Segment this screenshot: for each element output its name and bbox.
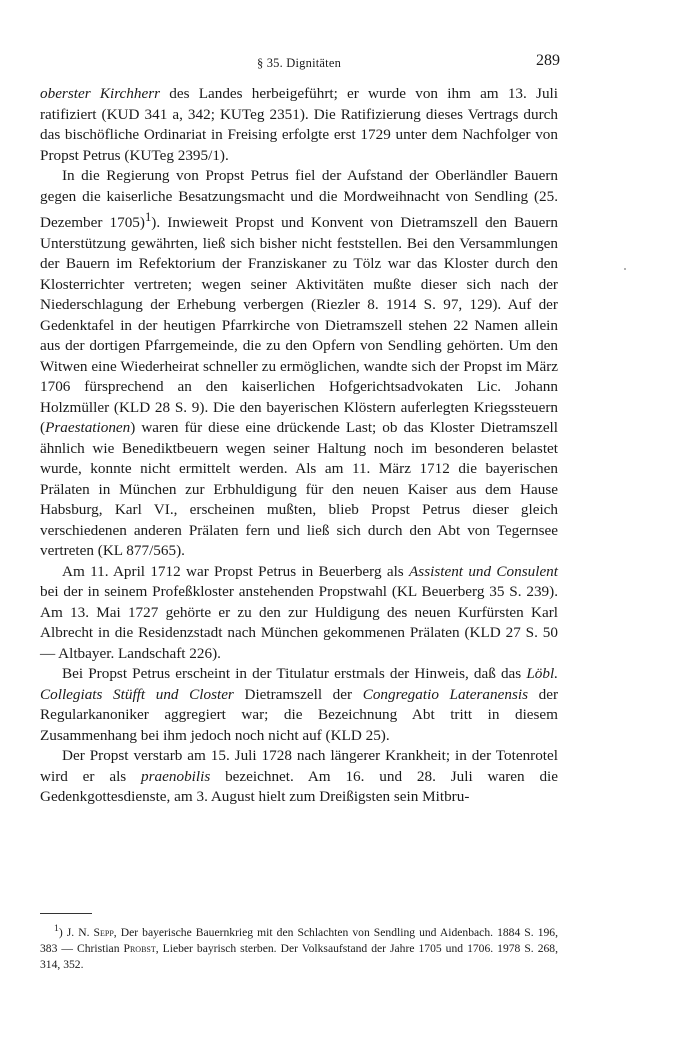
text-run: Dietramszell der [233,685,363,703]
italic-run: oberster Kirchherr [40,85,161,102]
author-name: Sepp [93,925,114,939]
section-title: § 35. Dignitäten [256,56,342,70]
paragraph [40,746,558,808]
text-run: Bei Propst Petrus erscheint in der Titulatur erstmals der Hinweis, daß das [62,665,527,683]
text-run: Der Propst verstarb am 15. Juli 1728 nach längerer Krankheit; in der Totenrotel wird er als [40,747,558,785]
paragraph [40,84,558,166]
running-head [40,52,558,76]
footnote [40,921,558,973]
text-run: ) J. N. [58,925,94,939]
text-run: , Der bayerische Bauernkrieg mit den Schlachten von Sendling und Aidenbach. 1884 S. 196, 383 — Christian [40,925,558,955]
author-name: Probst [123,941,156,955]
paragraph [40,166,558,562]
footnote-ref: 1 [54,923,59,934]
body-text [40,84,558,808]
text-run: ) waren für diese eine drückende Last; ob das Kloster Dietramszell ähnlich wie Benediktbeuern wegen seiner Haltung noch im besonderen belastet wurde, konnte nicht ermittelt werden. Als am 11. März 1712 die bayerischen Prälaten in München zur Erbhuldigung für den neuen Kaiser aus dem Hause Habsburg, Karl VI., erscheinen mußten, blieb Propst Petrus dieser gleich verschiedenen anderen Prälaten fern und ließ sich durch den Abt von Tegernsee vertreten (KL 877/565). [40,419,558,560]
text-run: der Regularkanoniker aggregiert war; die Bezeichnung Abt tritt in diesem Zusammenhang bei ihm jedoch noch nicht auf (KLD 25). [40,685,559,744]
text-run: bei der in seinem Profeßkloster anstehenden Propstwahl (KL Beuerberg 35 S. 239). Am 13. Mai 1727 gehörte er zu den zur Huldigung des neuen Kurfürsten Karl Albrecht in die Residenzstadt nach München gekommenen Prälaten (KLD 27 S. 50 — Altbayer. Landschaft 226). [40,583,558,662]
page-number: 289 [536,52,560,69]
italic-run: Praestationen [45,419,131,437]
footnote-ref: 1 [144,210,152,224]
italic-run: Löbl. Collegiats Stüfft und Closter [40,665,558,703]
page [40,52,558,808]
footnote-rule [40,913,92,914]
text-run: Am 11. April 1712 war Propst Petrus in Beuerberg als [62,562,410,580]
text-run: ). Inwieweit Propst und Konvent von Dietramszell den Bauern Unterstützung gewährten, ließ sich bisher nicht feststellen. Bei den Versammlungen der Bauern im Refektorium der Franziskaner zu Tölz war das Kloster durch den Klosterrichter vertreten; wegen seiner Aktivitäten mußte dieser sich nach der Niederschlagung der Erhebung verbergen (Riezler 8. 1914 S. 97, 129). Auf der Gedenktafel in der heutigen Pfarrkirche von Dietramszell stehen 22 Namen allein aus der dortigen Pfarrgemeinde, die zu den Opfern von Sendling gehörten. Um den Witwen eine Wiederheirat schneller zu ermöglichen, wandte sich der Propst im März 1706 fürsprechend an den kaiserlichen Hofgerichtsadvokaten Lic. Johann Holzmüller (KLD 28 S. 9). Die den bayerischen Klöstern auferlegten Kriegssteuern ( [40,214,558,437]
paragraph [40,562,558,665]
paragraph [40,664,558,746]
footnote-text [40,921,558,973]
text-run: In die Regierung von Propst Petrus fiel der Aufstand der Oberländler Bauern gegen die kaiserliche Besatzungsmacht und die Mordweihnacht von Sendling (25. Dezember 1705) [40,167,558,232]
italic-run: Congregatio Lateranensis [362,685,528,703]
text-run: , Lieber bayrisch sterben. Der Volksaufstand der Jahre 1705 und 1706. 1978 S. 268, 314, 352. [40,941,558,971]
text-run: des Landes herbeigeführt; er wurde von ihm am 13. Juli ratifiziert (KUD 341 a, 342; KUTeg 2351). Die Ratifizierung dieses Vertrags durch das bischöfliche Ordinariat in Freising erfolgte erst 1729 unter dem Nachfolger von Propst Petrus (KUTeg 2395/1). [40,85,558,164]
speck-mark [624,268,626,270]
text-run: bezeichnet. Am 16. und 28. Juli waren die Gedenkgottesdienste, am 3. August hielt zum Dreißigsten sein Mitbru- [40,767,559,806]
italic-run: praenobilis [141,767,211,785]
italic-run: Assistent und Consulent [409,562,558,580]
